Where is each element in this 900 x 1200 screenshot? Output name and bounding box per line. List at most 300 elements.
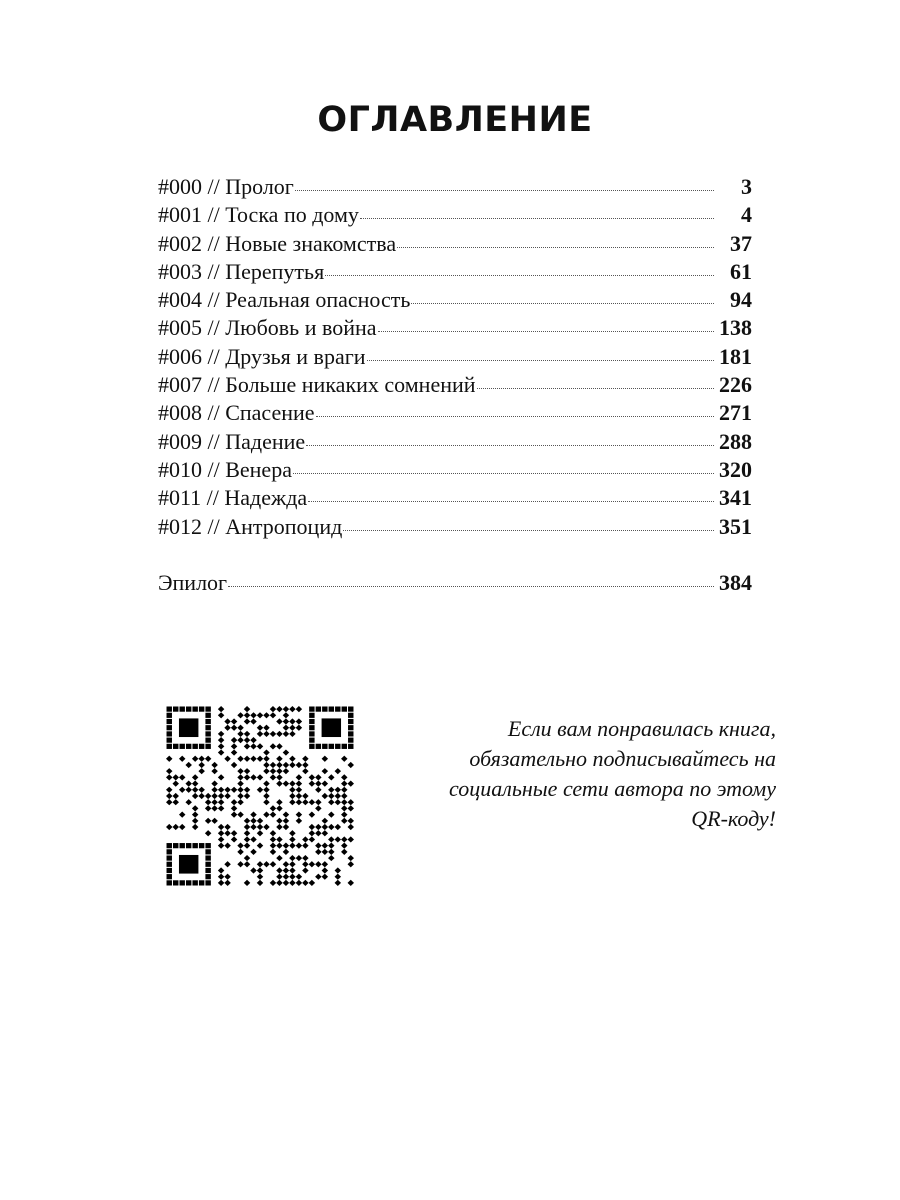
qr-code[interactable] xyxy=(166,706,354,886)
qr-module xyxy=(322,874,328,880)
qr-module xyxy=(315,874,321,880)
qr-finder-center xyxy=(179,855,198,874)
qr-module xyxy=(276,768,282,774)
qr-module xyxy=(218,824,224,830)
qr-module xyxy=(296,718,302,724)
qr-finder-module xyxy=(322,744,327,749)
qr-module xyxy=(309,830,315,836)
qr-module xyxy=(237,712,243,718)
qr-module xyxy=(348,762,354,768)
toc-dot-leader xyxy=(360,218,714,219)
qr-module xyxy=(276,880,282,886)
qr-module xyxy=(211,805,217,811)
qr-module xyxy=(341,818,347,824)
qr-module xyxy=(179,812,185,818)
qr-module xyxy=(172,780,178,786)
qr-module xyxy=(289,836,295,842)
qr-module xyxy=(270,805,276,811)
qr-module xyxy=(270,731,276,737)
toc-entry-title: #004 // Реальная опасность xyxy=(158,287,411,313)
qr-module xyxy=(218,874,224,880)
qr-module xyxy=(237,725,243,731)
qr-module xyxy=(315,774,321,780)
qr-finder-module xyxy=(192,706,197,711)
qr-finder-module xyxy=(309,725,314,730)
qr-finder-module xyxy=(167,713,172,718)
qr-finder-module xyxy=(173,880,178,885)
qr-finder-module xyxy=(179,706,184,711)
qr-module xyxy=(276,731,282,737)
qr-module xyxy=(341,799,347,805)
qr-module xyxy=(263,787,269,793)
qr-module xyxy=(270,712,276,718)
qr-module xyxy=(309,824,315,830)
qr-module xyxy=(198,787,204,793)
toc-entry-page: 226 xyxy=(719,372,752,398)
qr-module xyxy=(289,706,295,712)
qr-module xyxy=(335,824,341,830)
qr-module xyxy=(328,836,334,842)
qr-module xyxy=(276,743,282,749)
qr-finder-module xyxy=(199,744,204,749)
toc-dot-leader xyxy=(325,275,714,276)
qr-module xyxy=(322,768,328,774)
qr-module xyxy=(231,749,237,755)
qr-module xyxy=(244,824,250,830)
qr-module xyxy=(244,768,250,774)
qr-module xyxy=(289,830,295,836)
qr-finder-module xyxy=(348,731,353,736)
qr-module xyxy=(237,774,243,780)
qr-module xyxy=(289,780,295,786)
qr-finder-module xyxy=(192,744,197,749)
qr-finder-module xyxy=(186,880,191,885)
qr-module xyxy=(328,799,334,805)
qr-module xyxy=(335,793,341,799)
qr-module xyxy=(322,824,328,830)
toc-dot-leader xyxy=(316,416,714,417)
qr-module xyxy=(289,725,295,731)
qr-finder-module xyxy=(186,843,191,848)
qr-module xyxy=(315,843,321,849)
qr-module xyxy=(250,743,256,749)
qr-finder-module xyxy=(167,719,172,724)
qr-module xyxy=(237,731,243,737)
qr-module xyxy=(263,762,269,768)
qr-module xyxy=(185,787,191,793)
qr-module xyxy=(218,836,224,842)
qr-module xyxy=(166,793,172,799)
toc-dot-leader xyxy=(367,360,714,361)
qr-finder-module xyxy=(309,738,314,743)
qr-module xyxy=(250,836,256,842)
qr-module xyxy=(315,849,321,855)
qr-module xyxy=(179,824,185,830)
qr-module xyxy=(257,880,263,886)
qr-module xyxy=(192,774,198,780)
qr-module xyxy=(231,812,237,818)
qr-module xyxy=(263,756,269,762)
qr-module xyxy=(192,812,198,818)
qr-module xyxy=(309,861,315,867)
qr-module xyxy=(211,762,217,768)
qr-module xyxy=(224,756,230,762)
qr-module xyxy=(289,843,295,849)
qr-module xyxy=(244,712,250,718)
qr-module xyxy=(237,737,243,743)
qr-finder-module xyxy=(205,855,210,860)
qr-module xyxy=(218,843,224,849)
qr-module xyxy=(276,799,282,805)
qr-finder-module xyxy=(205,868,210,873)
toc-entry-page: 181 xyxy=(719,343,752,369)
qr-module xyxy=(283,843,289,849)
qr-finder-module xyxy=(173,706,178,711)
qr-module xyxy=(328,843,334,849)
qr-module xyxy=(276,718,282,724)
toc-entry-title: Эпилог xyxy=(158,569,228,595)
qr-module xyxy=(205,793,211,799)
qr-module xyxy=(283,824,289,830)
qr-module xyxy=(224,861,230,867)
qr-module xyxy=(341,836,347,842)
qr-module xyxy=(315,830,321,836)
qr-module xyxy=(328,824,334,830)
qr-finder-module xyxy=(167,862,172,867)
qr-finder-module xyxy=(167,855,172,860)
toc-dot-leader xyxy=(308,501,714,502)
qr-module xyxy=(296,880,302,886)
qr-module xyxy=(302,843,308,849)
qr-module xyxy=(250,812,256,818)
qr-finder-module xyxy=(167,731,172,736)
qr-module xyxy=(192,787,198,793)
qr-module xyxy=(211,799,217,805)
qr-module xyxy=(296,812,302,818)
qr-module xyxy=(218,749,224,755)
qr-module xyxy=(263,768,269,774)
qr-module xyxy=(218,880,224,886)
qr-module xyxy=(283,780,289,786)
qr-module xyxy=(283,725,289,731)
qr-note-line: обязательно подписывайтесь на xyxy=(469,746,776,771)
qr-module xyxy=(315,799,321,805)
qr-module xyxy=(218,712,224,718)
qr-module xyxy=(309,880,315,886)
qr-module xyxy=(250,712,256,718)
qr-module xyxy=(172,824,178,830)
qr-module xyxy=(289,861,295,867)
qr-module xyxy=(309,780,315,786)
qr-module xyxy=(211,768,217,774)
qr-module xyxy=(237,756,243,762)
qr-module xyxy=(335,874,341,880)
qr-module xyxy=(211,787,217,793)
qr-module xyxy=(237,787,243,793)
qr-module xyxy=(283,706,289,712)
toc-dot-leader xyxy=(228,586,714,587)
qr-module xyxy=(237,780,243,786)
qr-module xyxy=(218,787,224,793)
qr-module xyxy=(276,867,282,873)
qr-module xyxy=(179,756,185,762)
qr-module xyxy=(270,812,276,818)
qr-modules xyxy=(166,706,354,886)
qr-finder-module xyxy=(186,706,191,711)
qr-module xyxy=(341,780,347,786)
qr-note-line: QR-коду! xyxy=(691,806,776,831)
qr-module xyxy=(224,718,230,724)
qr-module xyxy=(244,743,250,749)
toc-entry-page: 94 xyxy=(730,287,752,313)
qr-finder-module xyxy=(205,725,210,730)
qr-module xyxy=(231,830,237,836)
toc-entry-page: 384 xyxy=(719,569,752,595)
qr-module xyxy=(283,880,289,886)
qr-module xyxy=(231,836,237,842)
qr-finder-center xyxy=(322,718,341,737)
qr-module xyxy=(179,787,185,793)
qr-module xyxy=(309,799,315,805)
qr-module xyxy=(322,861,328,867)
toc-entry-page: 351 xyxy=(719,513,752,539)
qr-module xyxy=(302,793,308,799)
qr-module xyxy=(270,768,276,774)
qr-module xyxy=(218,706,224,712)
qr-finder-module xyxy=(348,719,353,724)
qr-module xyxy=(263,712,269,718)
toc-entry-page: 271 xyxy=(719,400,752,426)
qr-module xyxy=(231,787,237,793)
page-title: ОГЛАВЛЕНИЕ xyxy=(317,100,593,140)
toc-entry xyxy=(158,456,752,484)
qr-module xyxy=(244,861,250,867)
qr-module xyxy=(166,799,172,805)
qr-finder-module xyxy=(342,744,347,749)
qr-finder-module xyxy=(348,738,353,743)
qr-module xyxy=(276,874,282,880)
toc-entry xyxy=(158,343,752,371)
qr-finder-module xyxy=(173,843,178,848)
qr-module xyxy=(224,830,230,836)
qr-module xyxy=(218,731,224,737)
qr-module xyxy=(283,718,289,724)
qr-module xyxy=(302,756,308,762)
qr-module xyxy=(237,799,243,805)
qr-module xyxy=(224,843,230,849)
qr-module xyxy=(309,836,315,842)
qr-module xyxy=(224,880,230,886)
qr-finder-module xyxy=(179,880,184,885)
qr-module xyxy=(257,756,263,762)
qr-module xyxy=(231,799,237,805)
qr-module xyxy=(289,793,295,799)
qr-module xyxy=(257,867,263,873)
qr-finder-module xyxy=(167,738,172,743)
qr-module xyxy=(296,818,302,824)
qr-module xyxy=(315,780,321,786)
qr-module xyxy=(315,787,321,793)
qr-module xyxy=(244,706,250,712)
qr-finder-module xyxy=(167,880,172,885)
qr-finder-module xyxy=(309,713,314,718)
qr-finder-module xyxy=(199,706,204,711)
qr-module xyxy=(166,824,172,830)
qr-module xyxy=(335,867,341,873)
qr-module xyxy=(270,880,276,886)
toc-entry-page: 37 xyxy=(730,230,752,256)
qr-module xyxy=(205,799,211,805)
qr-module xyxy=(296,799,302,805)
qr-finder-module xyxy=(167,843,172,848)
qr-module xyxy=(205,805,211,811)
qr-module xyxy=(263,780,269,786)
toc-entry xyxy=(158,201,752,229)
qr-module xyxy=(237,849,243,855)
qr-module xyxy=(341,787,347,793)
qr-module xyxy=(341,774,347,780)
qr-module xyxy=(289,762,295,768)
qr-module xyxy=(283,867,289,873)
qr-finder-module xyxy=(316,706,321,711)
table-of-contents xyxy=(158,173,752,597)
qr-finder-module xyxy=(348,713,353,718)
toc-entry-title: #012 // Антропоцид xyxy=(158,513,343,539)
qr-finder-module xyxy=(179,744,184,749)
qr-finder-module xyxy=(167,725,172,730)
qr-module xyxy=(322,867,328,873)
qr-module xyxy=(218,830,224,836)
qr-module xyxy=(276,824,282,830)
qr-module xyxy=(237,812,243,818)
qr-finder-module xyxy=(167,744,172,749)
qr-module xyxy=(263,861,269,867)
qr-module xyxy=(218,743,224,749)
toc-entry-page: 61 xyxy=(730,258,752,284)
qr-module xyxy=(283,762,289,768)
qr-module xyxy=(302,762,308,768)
toc-entry-title: #000 // Пролог xyxy=(158,174,294,199)
qr-module xyxy=(166,768,172,774)
qr-module xyxy=(237,793,243,799)
qr-module xyxy=(244,855,250,861)
qr-finder-module xyxy=(167,849,172,854)
qr-module xyxy=(172,774,178,780)
qr-module xyxy=(218,805,224,811)
qr-module xyxy=(322,780,328,786)
qr-module xyxy=(296,787,302,793)
qr-finder-module xyxy=(205,849,210,854)
qr-module xyxy=(328,793,334,799)
qr-module xyxy=(270,743,276,749)
qr-module xyxy=(224,874,230,880)
qr-module xyxy=(205,818,211,824)
toc-entry-title: #008 // Спасение xyxy=(158,400,315,426)
qr-module xyxy=(276,762,282,768)
toc-entry-page: 320 xyxy=(719,456,752,482)
qr-module xyxy=(276,780,282,786)
qr-module xyxy=(276,805,282,811)
qr-module xyxy=(322,793,328,799)
qr-module xyxy=(270,861,276,867)
qr-finder-module xyxy=(342,706,347,711)
qr-module xyxy=(263,799,269,805)
qr-module xyxy=(302,855,308,861)
qr-module xyxy=(348,836,354,842)
qr-module xyxy=(335,768,341,774)
qr-module xyxy=(185,762,191,768)
qr-note xyxy=(390,714,776,834)
toc-entry-page: 341 xyxy=(719,485,752,511)
qr-module xyxy=(296,855,302,861)
qr-module xyxy=(296,874,302,880)
qr-module xyxy=(237,768,243,774)
qr-module xyxy=(322,849,328,855)
qr-module xyxy=(270,836,276,842)
qr-finder-module xyxy=(199,843,204,848)
qr-module xyxy=(244,880,250,886)
qr-module xyxy=(179,774,185,780)
qr-module xyxy=(322,756,328,762)
qr-finder-module xyxy=(186,744,191,749)
qr-module xyxy=(244,718,250,724)
qr-finder-module xyxy=(205,744,210,749)
qr-module xyxy=(276,774,282,780)
qr-note-line: Если вам понравилась книга, xyxy=(507,716,776,741)
qr-module xyxy=(263,731,269,737)
qr-module xyxy=(328,774,334,780)
qr-module xyxy=(341,793,347,799)
qr-module xyxy=(276,818,282,824)
qr-module xyxy=(283,849,289,855)
qr-module xyxy=(335,787,341,793)
qr-module xyxy=(166,774,172,780)
qr-module xyxy=(218,799,224,805)
toc-entry xyxy=(158,314,752,342)
qr-finder-module xyxy=(179,843,184,848)
qr-module xyxy=(231,718,237,724)
qr-module xyxy=(192,793,198,799)
qr-module xyxy=(276,836,282,842)
qr-module xyxy=(250,718,256,724)
toc-entry-title: #006 // Друзья и враги xyxy=(158,343,366,369)
qr-module xyxy=(335,799,341,805)
qr-module xyxy=(283,874,289,880)
qr-module xyxy=(348,861,354,867)
qr-module xyxy=(296,762,302,768)
qr-module xyxy=(283,749,289,755)
qr-finder-module xyxy=(192,843,197,848)
toc-entry xyxy=(158,371,752,399)
qr-finder-module xyxy=(167,868,172,873)
qr-module xyxy=(296,725,302,731)
qr-finder-module xyxy=(329,744,334,749)
qr-module xyxy=(283,768,289,774)
qr-module xyxy=(302,799,308,805)
toc-entry-title: #005 // Любовь и война xyxy=(158,315,377,341)
qr-finder-center xyxy=(179,718,198,737)
toc-entry-title: #003 // Перепутья xyxy=(158,258,325,284)
qr-module xyxy=(218,793,224,799)
qr-module xyxy=(283,812,289,818)
qr-module xyxy=(328,855,334,861)
qr-module xyxy=(283,731,289,737)
qr-module xyxy=(296,780,302,786)
qr-module xyxy=(192,780,198,786)
qr-finder-module xyxy=(205,738,210,743)
qr-module xyxy=(185,780,191,786)
qr-finder-module xyxy=(309,706,314,711)
